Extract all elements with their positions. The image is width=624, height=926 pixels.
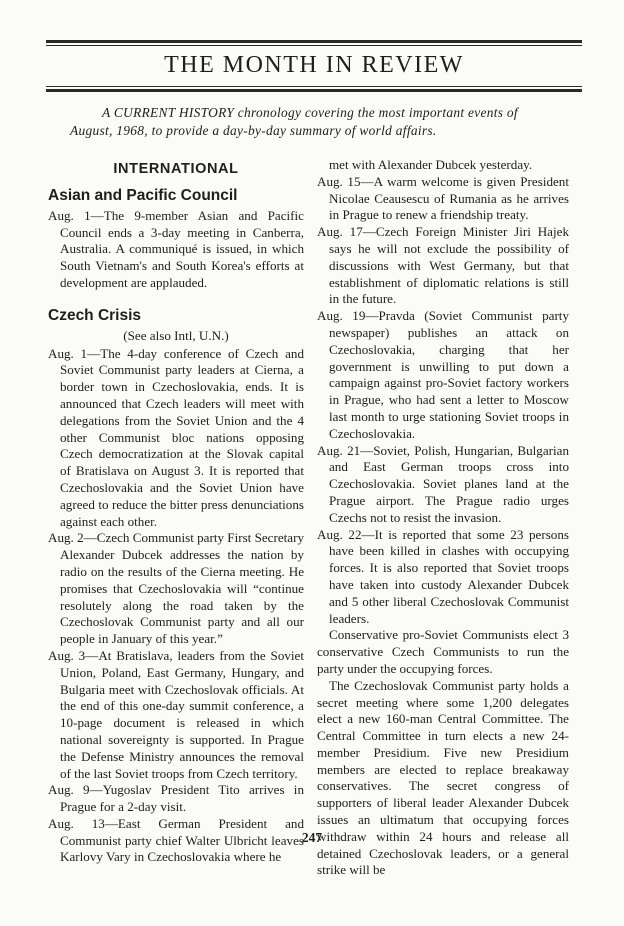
right-column [317,157,569,879]
entry-czech-aug-13: Aug. 13—East German President and Communist party chief Walter Ulbricht leaves Karlovy Vary in Czechoslovakia where he [48,815,304,865]
entry-aug-15: Aug. 15—A warm welcome is given President Nicolae Ceausescu of Rumania as he arrives in Prague to renew a friendship treaty. [317,173,569,223]
entry-aug-19: Aug. 19—Pravda (Soviet Communist party newspaper) publishes an attack on Czechoslovakia, charging that her government is unwilling to put down a campaign against pro-Soviet factory workers in Prague, who had sent a letter to Moscow last month to urge stationing Soviet troops in Czechoslovakia. [317,308,569,441]
entry-czech-aug-9: Aug. 9—Yugoslav President Tito arrives in Prague for a 2-day visit. [48,782,304,815]
entry-czech-aug-3: Aug. 3—At Bratislava, leaders from the Soviet Union, Poland, East Germany, Hungary, and Bulgaria meet with Czechoslovak officials. At the end of this one-day summit conference, a 10-page document is released in which national sovereignty is supported. In Prague the Defense Ministry announces the removal of the last Soviet troops from Czech territory. [48,647,304,781]
left-column [48,157,304,866]
entry-czech-aug-1: Aug. 1—The 4-day conference of Czech and Soviet Communist party leaders at Cierna, a border town in Czechoslovakia, ends. It is announced that Czech leaders will meet with delegations from the Soviet Union and the 4 other Communist bloc nations opposing Czech democratization at the Slovak capital of Bratislava on August 3. It is reported that Czechoslovakia and the Soviet Union have agreed to reduce the bitter press denunciations against each other. [48,345,304,529]
entry-aug-22: Aug. 22—It is reported that some 23 persons have been killed in clashes with occupying forces. It is also reported that Soviet troops have taken into custody Alexander Dubcek and 5 other liberal Czechoslovak Communist leaders. [317,526,569,626]
top-rule-thin [46,45,582,46]
continued-text: met with Alexander Dubcek yesterday. [329,157,533,172]
paragraph-conservatives: Conservative pro-Soviet Communists elect 3 conservative Czech Communists to run the party under the occupying forces. [317,627,569,676]
entry-czech-aug-2: Aug. 2—Czech Communist party First Secretary Alexander Dubcek addresses the nation by radio on the results of the Cierna meeting. He promises that Czechoslovakia will “continue resolutely along the road taken by the Czechoslovak Communist party and all our people in January of this year.” [48,530,305,647]
entry-asian-aug-1: Aug. 1—The 9-member Asian and Pacific Council ends a 3-day meeting in Canberra, Australia. A communiqué is issued, in which South Vietnam's and South Korea's efforts at development are applauded. [48,207,304,290]
page-number: 247 [301,830,323,845]
title-rule-thick [46,89,582,92]
entry-aug-21: Aug. 21—Soviet, Polish, Hungarian, Bulgarian and East German troops cross into Czechoslovakia. Soviet planes land at the Prague airport. The Prague radio urges Czechs not to resist the invasion. [317,442,569,525]
entry-aug-17: Aug. 17—Czech Foreign Minister Jiri Hajek says he will not exclude the possibility of discussions with West Germany, but that establishment of diplomatic relations is still in the future. [317,224,569,307]
section-heading-international: INTERNATIONAL [113,161,239,177]
top-rule-thick [46,40,582,43]
paragraph-secret-congress: The Czechoslovak Communist party holds a secret meeting where some 1,200 delegates elect a new 160-man Central Committee. The Central Committee in turn elects a new 24-member Presidium. Five new Presidium members are elected to replace breakaway conservatives. The secret congress of supporters of liberal leader Alexander Dubcek issues an ultimatum that occupying forces withdraw within 24 hours and release all detained Czechoslovak leaders, or a general strike will be [317,677,569,878]
heading-czech-crisis: Czech Crisis [48,306,142,324]
subtitle: A CURRENT HISTORY chronology covering the most important events of August, 1968, to provide a day-by-day summary of world affairs. [70,105,518,138]
heading-asian-pacific-council: Asian and Pacific Council [48,186,238,204]
title-rule-thin [46,86,582,87]
page-title: THE MONTH IN REVIEW [164,52,464,78]
see-also-note: (See also Intl, U.N.) [123,327,229,343]
